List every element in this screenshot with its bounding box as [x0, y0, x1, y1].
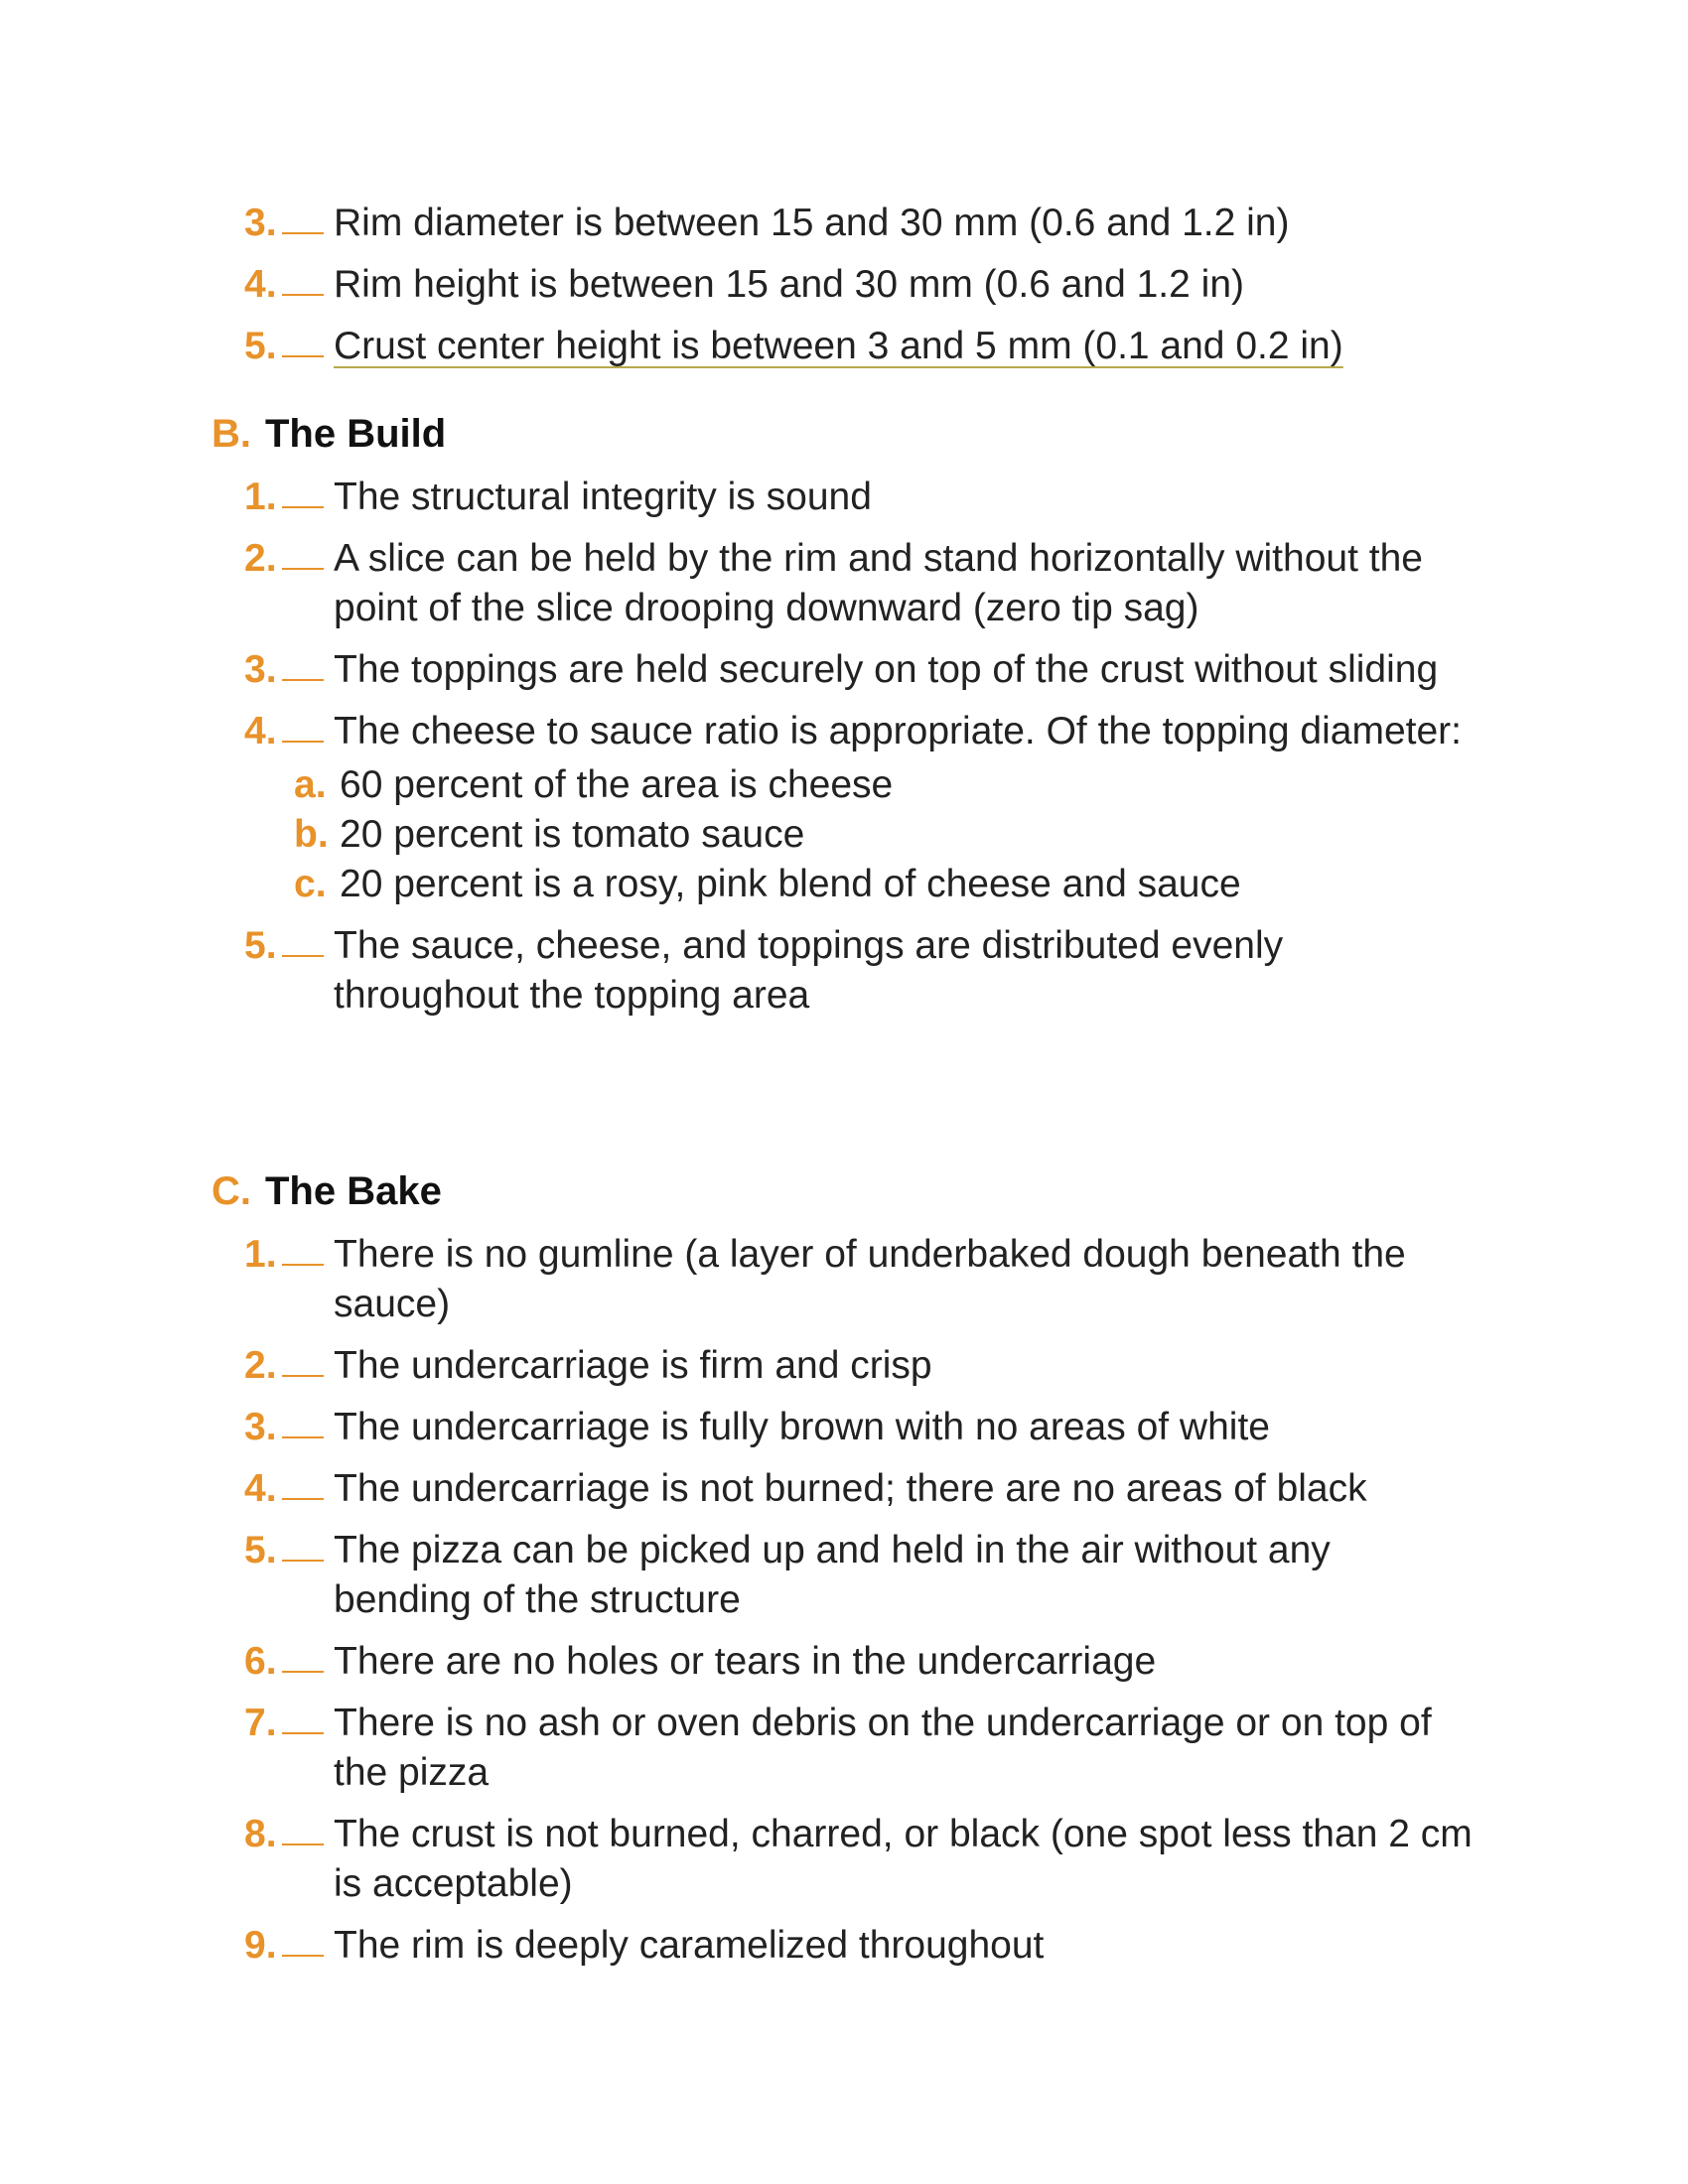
- sub-letter: c.: [294, 863, 327, 905]
- checklist-item: [244, 1464, 1476, 1514]
- check-blank[interactable]: [282, 568, 324, 570]
- sub-letter: b.: [294, 813, 329, 856]
- section-heading: [211, 1166, 1688, 1216]
- checklist-item: [244, 1230, 1476, 1329]
- item-number: 1.: [244, 476, 277, 518]
- item-text: Crust center height is between 3 and 5 mm (0.1 and 0.2 in): [334, 325, 1343, 367]
- checklist-item: [244, 473, 1476, 522]
- item-number: 7.: [244, 1702, 277, 1744]
- checklist-item: [244, 260, 1476, 310]
- check-blank[interactable]: [282, 679, 324, 681]
- checklist-item: [244, 921, 1476, 1021]
- checklist-item: [244, 534, 1476, 633]
- item-text: The undercarriage is firm and crisp: [334, 1344, 932, 1387]
- check-blank[interactable]: [282, 741, 324, 743]
- check-blank[interactable]: [282, 955, 324, 957]
- checklist-item: [244, 1810, 1476, 1909]
- item-text: The cheese to sauce ratio is appropriate. Of the topping diameter:: [334, 710, 1462, 752]
- item-number: 8.: [244, 1813, 277, 1855]
- item-number: 5.: [244, 1529, 277, 1571]
- item-text: The pizza can be picked up and held in the air without any bending of the structure: [334, 1529, 1331, 1621]
- sub-text: 20 percent is tomato sauce: [340, 813, 805, 856]
- check-blank[interactable]: [282, 1843, 324, 1845]
- check-blank[interactable]: [282, 1560, 324, 1562]
- item-text: The undercarriage is fully brown with no areas of white: [334, 1406, 1270, 1448]
- item-number: 2.: [244, 1344, 277, 1387]
- item-number: 4.: [244, 263, 277, 306]
- sub-letter: a.: [294, 763, 327, 806]
- check-blank[interactable]: [282, 232, 324, 234]
- check-blank[interactable]: [282, 1436, 324, 1438]
- sub-item: [294, 860, 1688, 909]
- check-blank[interactable]: [282, 1264, 324, 1266]
- item-text: The rim is deeply caramelized throughout: [334, 1924, 1045, 1967]
- section-title: The Bake: [265, 1169, 442, 1213]
- item-text: The crust is not burned, charred, or black (one spot less than 2 cm is acceptable): [334, 1813, 1473, 1905]
- sub-text: 20 percent is a rosy, pink blend of cheese and sauce: [340, 863, 1241, 905]
- sub-text: 60 percent of the area is cheese: [340, 763, 894, 806]
- checklist-item: [244, 322, 1476, 371]
- section-title: The Build: [265, 412, 447, 456]
- item-text: The sauce, cheese, and toppings are distributed evenly throughout the topping area: [334, 924, 1284, 1017]
- checklist-item: [244, 1637, 1476, 1687]
- checklist-item: [244, 1403, 1476, 1452]
- sub-item: [294, 760, 1688, 810]
- item-number: 6.: [244, 1640, 277, 1683]
- section-heading: [211, 409, 1688, 459]
- item-text: There are no holes or tears in the undercarriage: [334, 1640, 1157, 1683]
- sub-item: [294, 810, 1688, 860]
- section-build: [0, 409, 1688, 1032]
- checklist-item: [244, 199, 1476, 248]
- item-number: 4.: [244, 1467, 277, 1510]
- item-text: The toppings are held securely on top of the crust without sliding: [334, 648, 1439, 691]
- section-letter: B.: [211, 412, 251, 456]
- checklist-item: [244, 1341, 1476, 1391]
- check-blank[interactable]: [282, 1955, 324, 1957]
- check-blank[interactable]: [282, 294, 324, 296]
- check-blank[interactable]: [282, 1671, 324, 1673]
- item-text: There is no ash or oven debris on the undercarriage or on top of the pizza: [334, 1702, 1432, 1794]
- sub-list: [294, 760, 1688, 909]
- item-number: 3.: [244, 648, 277, 691]
- item-number: 2.: [244, 537, 277, 580]
- item-number: 3.: [244, 202, 277, 244]
- check-blank[interactable]: [282, 506, 324, 508]
- checklist-item: [244, 1699, 1476, 1798]
- checklist-item: [244, 1921, 1476, 1971]
- item-number: 3.: [244, 1406, 277, 1448]
- check-blank[interactable]: [282, 1498, 324, 1500]
- checklist-item: [244, 1526, 1476, 1625]
- item-number: 5.: [244, 924, 277, 967]
- check-blank[interactable]: [282, 355, 324, 357]
- item-number: 4.: [244, 710, 277, 752]
- item-text: The undercarriage is not burned; there are no areas of black: [334, 1467, 1367, 1510]
- checklist-item: [244, 645, 1476, 695]
- item-text: Rim diameter is between 15 and 30 mm (0.6 and 1.2 in): [334, 202, 1290, 244]
- item-text: There is no gumline (a layer of underbaked dough beneath the sauce): [334, 1233, 1406, 1325]
- item-text: A slice can be held by the rim and stand horizontally without the point of the slice drooping downward (zero tip sag): [334, 537, 1423, 629]
- item-number: 5.: [244, 325, 277, 367]
- check-blank[interactable]: [282, 1375, 324, 1377]
- item-number: 9.: [244, 1924, 277, 1967]
- check-blank[interactable]: [282, 1732, 324, 1734]
- item-text: The structural integrity is sound: [334, 476, 872, 518]
- section-bake: [0, 1166, 1688, 1982]
- section-letter: C.: [211, 1169, 251, 1213]
- checklist-item: [244, 707, 1476, 756]
- item-number: 1.: [244, 1233, 277, 1276]
- top-items: [0, 199, 1688, 383]
- item-text: Rim height is between 15 and 30 mm (0.6 and 1.2 in): [334, 263, 1245, 306]
